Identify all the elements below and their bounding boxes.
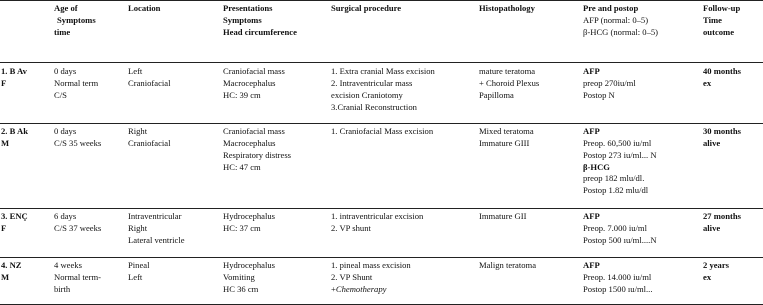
table-row	[0, 124, 763, 209]
surgery-chemotherapy: Chemotherapy	[335, 283, 387, 294]
header-presentations-line: Presentations	[223, 3, 273, 13]
presentation-cell	[223, 258, 331, 305]
presentation-line: HC: 37 cm	[223, 222, 261, 233]
header-prepost	[583, 1, 703, 63]
surgery-line: 1. Craniofacial Mass excision	[331, 126, 434, 136]
header-followup	[703, 1, 763, 63]
histopathology-cell	[479, 124, 583, 209]
table-row	[0, 209, 763, 258]
location-cell	[128, 124, 223, 209]
header-surgery	[331, 1, 479, 63]
prepost-cell	[583, 63, 703, 124]
patient-id-line: 4. NZ	[1, 260, 22, 270]
surgery-cell	[331, 258, 479, 305]
followup-cell	[703, 209, 763, 258]
header-age-line: time	[54, 26, 71, 37]
marker-title: β-HCG	[583, 161, 610, 172]
surgery-line: 2. VP Shunt	[331, 271, 373, 282]
presentation-cell	[223, 124, 331, 209]
presentation-line: Respiratory distress	[223, 149, 292, 160]
age-line: Normal term	[54, 77, 99, 88]
age-line: 4 weeks	[54, 260, 82, 270]
histopathology-line: Mixed teratoma	[479, 126, 534, 136]
age-line: 0 days	[54, 126, 77, 136]
header-age	[54, 1, 128, 63]
marker-line: Preop. 14.000 iu/ml	[583, 271, 652, 282]
header-presentations	[223, 1, 331, 63]
patient-id-line: 3. ENÇ	[1, 211, 28, 221]
histopathology-line: Immature GIII	[479, 137, 530, 148]
followup-outcome: ex	[703, 77, 712, 88]
header-followup-line: Follow-up	[703, 3, 741, 13]
age-line: C/S 37 weeks	[54, 222, 102, 233]
location-line: Right	[128, 126, 148, 136]
marker-line: preop 270iu/ml	[583, 77, 636, 88]
patient-id	[0, 209, 54, 258]
surgery-line: 2. Intraventricular mass	[331, 77, 413, 88]
header-presentations-line: Head circumference	[223, 26, 297, 37]
surgery-line: 3.Cranial Reconstruction	[331, 101, 417, 112]
patient-id	[0, 124, 54, 209]
header-age-line: Symptoms	[57, 14, 96, 25]
location-line: Craniofacial	[128, 77, 171, 88]
followup-cell	[703, 258, 763, 305]
surgery-line: 2. VP shunt	[331, 222, 371, 233]
location-cell	[128, 209, 223, 258]
header-histopathology	[479, 1, 583, 63]
marker-line: Postop N	[583, 89, 615, 100]
followup-time: 40 months	[703, 66, 741, 76]
presentation-line: Craniofacial mass	[223, 126, 285, 136]
histopathology-line: + Choroid Plexus	[479, 77, 540, 88]
followup-outcome: alive	[703, 137, 721, 148]
age-cell	[54, 63, 128, 124]
age-line: 0 days	[54, 66, 77, 76]
header-histopathology-line: Histopathology	[479, 3, 535, 13]
surgery-line: excision Craniotomy	[331, 89, 403, 100]
age-line: C/S	[54, 89, 67, 100]
prepost-cell	[583, 258, 703, 305]
table-row	[0, 258, 763, 305]
patient-sex: M	[1, 137, 10, 148]
age-line: Normal term-	[54, 271, 102, 282]
marker-line: Preop. 7.000 iu/ml	[583, 222, 647, 233]
prepost-cell	[583, 124, 703, 209]
location-line: Left	[128, 271, 143, 282]
histopathology-line: Malign teratoma	[479, 260, 537, 270]
surgery-plus: +	[331, 283, 336, 294]
presentation-line: Craniofacial mass	[223, 66, 285, 76]
age-line: C/S 35 weeks	[54, 137, 102, 148]
followup-time: 27 months	[703, 211, 741, 221]
age-line: 6 days	[54, 211, 77, 221]
marker-line: Postop 273 iu/ml... N	[583, 149, 657, 160]
marker-line: preop 182 mlu/dl.	[583, 173, 645, 184]
header-location-line: Location	[128, 3, 161, 13]
location-line: Lateral ventricle	[128, 234, 185, 245]
patient-sex: M	[1, 271, 10, 282]
followup-time: 30 months	[703, 126, 741, 136]
marker-line: Postop 500 ıu/ml....N	[583, 234, 657, 245]
presentation-line: Hydrocephalus	[223, 211, 276, 221]
patient-sex: F	[1, 77, 7, 88]
patient-sex: F	[1, 222, 7, 233]
followup-outcome: ex	[703, 271, 712, 282]
header-prepost-title: Pre and postop	[583, 3, 639, 13]
presentation-line: HC: 47 cm	[223, 161, 261, 172]
header-surgery-line: Surgical procedure	[331, 3, 402, 13]
age-cell	[54, 209, 128, 258]
location-line: Right	[128, 222, 148, 233]
presentation-line: Macrocephalus	[223, 77, 276, 88]
surgery-line: 1. pineal mass excision	[331, 260, 411, 270]
surgery-cell	[331, 63, 479, 124]
header-prepost-line: β-HCG (normal: 0–5)	[583, 26, 659, 37]
histopathology-line: Immature GII	[479, 211, 527, 221]
followup-cell	[703, 124, 763, 209]
marker-line: Postop 1.82 mlu/dl	[583, 185, 649, 196]
marker-title: AFP	[583, 211, 600, 221]
patient-id	[0, 258, 54, 305]
surgery-cell	[331, 124, 479, 209]
header-followup-line: Time	[703, 14, 722, 25]
header-prepost-line: AFP (normal: 0–5)	[583, 14, 649, 25]
location-line: Intraventricular	[128, 211, 182, 221]
prepost-cell	[583, 209, 703, 258]
marker-line: Preop. 60,500 iu/ml	[583, 137, 652, 148]
surgery-cell	[331, 209, 479, 258]
marker-title: AFP	[583, 260, 600, 270]
location-line: Pineal	[128, 260, 150, 270]
followup-outcome: alive	[703, 222, 721, 233]
presentation-cell	[223, 63, 331, 124]
surgery-line	[331, 284, 479, 296]
location-line: Craniofacial	[128, 137, 171, 148]
histopathology-cell	[479, 63, 583, 124]
marker-title: AFP	[583, 66, 600, 76]
presentation-cell	[223, 209, 331, 258]
header-row	[0, 1, 763, 63]
histopathology-line: mature teratoma	[479, 66, 536, 76]
histopathology-line: Papilloma	[479, 89, 514, 100]
age-line: birth	[54, 283, 71, 294]
histopathology-cell	[479, 209, 583, 258]
table-row	[0, 63, 763, 124]
presentation-line: Macrocephalus	[223, 137, 276, 148]
presentation-line: HC 36 cm	[223, 283, 259, 294]
location-cell	[128, 258, 223, 305]
header-id	[0, 1, 54, 63]
location-line: Left	[128, 66, 143, 76]
surgery-line: 1. Extra cranial Mass excision	[331, 66, 435, 76]
followup-time: 2 years	[703, 260, 730, 270]
presentation-line: Vomiting	[223, 271, 255, 282]
patient-id	[0, 63, 54, 124]
patient-id-line: 1. B Av	[1, 66, 27, 76]
histopathology-cell	[479, 258, 583, 305]
surgery-line: 1. intraventricular excision	[331, 211, 424, 221]
presentation-line: HC: 39 cm	[223, 89, 261, 100]
location-cell	[128, 63, 223, 124]
patient-id-line: 2. B Ak	[1, 126, 28, 136]
age-cell	[54, 124, 128, 209]
presentation-line: Hydrocephalus	[223, 260, 276, 270]
followup-cell	[703, 63, 763, 124]
header-presentations-line: Symptoms	[223, 14, 262, 25]
age-cell	[54, 258, 128, 305]
marker-line: Postop 1500 ıu/ml...	[583, 283, 653, 294]
header-age-line: Age of	[54, 3, 78, 13]
marker-title: AFP	[583, 126, 600, 136]
header-followup-line: outcome	[703, 26, 735, 37]
header-location	[128, 1, 223, 63]
